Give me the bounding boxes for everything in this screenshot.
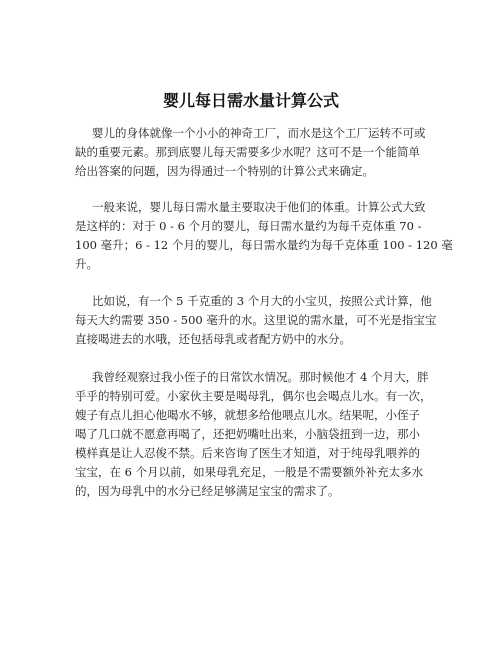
paragraph-2 <box>75 198 453 274</box>
document-title: 婴儿每日需水量计算公式 <box>162 91 339 110</box>
paragraph-line: 的，因为母乳中的水分已经足够满足宝宝的需求了。 <box>75 484 340 498</box>
paragraph-line: 模样真是让人忍俊不禁。后来咨询了医生才知道，对于纯母乳喂养的 <box>75 446 420 460</box>
paragraph-line: 给出答案的问题，因为得通过一个特别的计算公式来确定。 <box>75 164 374 178</box>
paragraph-line: 直接喝进去的水哦，还包括母乳或者配方奶中的水分。 <box>75 332 351 346</box>
paragraph-line: 比如说，有一个 5 千克重的 3 个月大的小宝贝，按照公式计算，他 <box>92 294 432 308</box>
paragraph-line: 我曾经观察过我小侄子的日常饮水情况。那时候他才 4 个月大，胖 <box>92 370 429 384</box>
paragraph-line: 一般来说，婴儿每日需水量主要取决于他们的体重。计算公式大致 <box>92 200 426 214</box>
paragraph-line: 宝宝，在 6 个月以前，如果母乳充足，一般是不需要额外补充太多水 <box>75 465 424 479</box>
paragraph-line: 100 毫升；6 - 12 个月的婴儿，每日需水量约为每千克体重 100 - 120 毫 <box>75 238 453 252</box>
paragraph-line: 升。 <box>75 257 98 271</box>
paragraph-line: 乎乎的特别可爱。小家伙主要是喝母乳，偶尔也会喝点儿水。有一次， <box>75 389 432 403</box>
paragraph-3 <box>75 292 435 349</box>
paragraph-line: 婴儿的身体就像一个小小的神奇工厂，而水是这个工厂运转不可或 <box>92 126 426 140</box>
paragraph-line: 喝了几口就不愿意再喝了，还把奶嘴吐出来，小脑袋扭到一边，那小 <box>75 427 420 441</box>
paragraph-4 <box>75 368 435 501</box>
paragraph-1 <box>75 124 435 181</box>
paragraph-line: 缺的重要元素。那到底婴儿每天需要多少水呢？这可不是一个能简单 <box>75 145 420 159</box>
paragraph-line: 是这样的：对于 0 - 6 个月的婴儿，每日需水量约为每千克体重 70 - <box>75 219 422 233</box>
paragraph-line: 每天大约需要 350 - 500 毫升的水。这里说的需水量，可不光是指宝宝 <box>75 313 437 327</box>
paragraph-line: 嫂子有点儿担心他喝水不够，就想多给他喂点儿水。结果呢，小侄子 <box>75 408 420 422</box>
